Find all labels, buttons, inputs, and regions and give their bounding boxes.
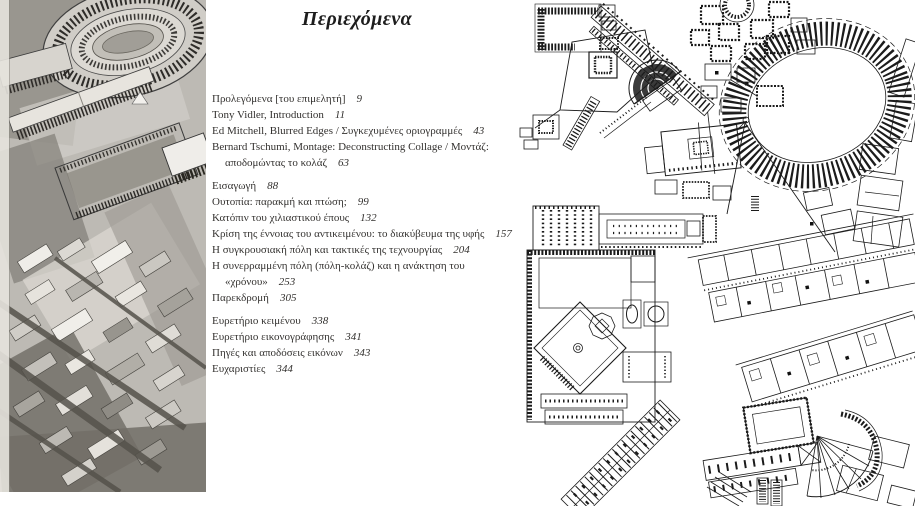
- page-title: Περιεχόμενα: [301, 8, 413, 30]
- toc-entry-page: 132: [360, 212, 377, 224]
- toc-entry-label-cont: «χρόνου»: [225, 276, 268, 288]
- toc-entry-page: 204: [453, 244, 470, 256]
- toc-entry-page: 63: [338, 157, 350, 169]
- toc-entry-page: 9: [356, 93, 363, 105]
- toc-entry-label: Bernard Tschumi, Montage: Deconstructing Collage / Μοντάζ:: [212, 141, 489, 153]
- toc-entry: [212, 139, 528, 171]
- toc-entry-label: Η συγκρουσιακή πόλη και τακτικές της τεχνουργίας: [212, 244, 443, 256]
- table-of-contents: [212, 0, 528, 384]
- toc-group-chapters: [212, 178, 528, 306]
- toc-entry: [212, 345, 528, 361]
- toc-entry-label: Κρίση της έννοιας του αντικειμένου: το διακύβευμα της υφής: [212, 228, 485, 240]
- ancient-rome-model-photo: [0, 0, 206, 492]
- toc-entry-page: 88: [267, 180, 279, 192]
- toc-group-essays: [212, 91, 528, 171]
- toc-entry-page: 338: [311, 315, 329, 327]
- toc-entry: [212, 226, 528, 242]
- diagonal-cell-strip: [561, 400, 680, 506]
- toc-group-back-matter: [212, 313, 528, 377]
- toc-entry-page: 343: [353, 347, 371, 359]
- toc-entry-label: Ευρετήριο εικονογράφησης: [212, 331, 335, 343]
- toc-entry-label: Πηγές και αποδόσεις εικόνων: [212, 347, 343, 359]
- toc-entry-page: 341: [345, 331, 362, 343]
- toc-entry-label: Εισαγωγή: [212, 180, 257, 192]
- cloister-building: [535, 4, 618, 52]
- toc-entry: [212, 290, 528, 306]
- toc-entry-page: 99: [357, 196, 369, 208]
- campo-marzio-plan-svg: [505, 0, 915, 506]
- toc-entry-page: 344: [276, 363, 293, 375]
- toc-entry: [212, 329, 528, 345]
- toc-entry: [212, 361, 528, 377]
- bath-complex-plan: [696, 397, 915, 506]
- hypostyle-temple-complex: [533, 206, 716, 250]
- toc-entry-page: 253: [278, 276, 296, 288]
- toc-entry-label: Ευρετήριο κειμένου: [212, 315, 301, 327]
- campo-marzio-plan: [505, 0, 915, 506]
- toc-entry: [212, 258, 528, 290]
- toc-entry-label: Ευχαριστίες: [212, 363, 266, 375]
- toc-entry-page: 11: [334, 109, 346, 121]
- toc-entry-label: Κατόπιν του χιλιαστικού έπους: [212, 212, 350, 224]
- toc-entry-page: 43: [473, 125, 485, 137]
- toc-entry-label: Η συνερραμμένη πόλη (πόλη-κολάζ) και η ανάκτηση του: [212, 260, 465, 272]
- toc-entry: [212, 178, 528, 194]
- toc-entry: [212, 313, 528, 329]
- round-temple-plan: [691, 0, 815, 61]
- toc-entry-page: 157: [495, 228, 512, 240]
- toc-entry: [212, 107, 528, 123]
- stadium-oval-plan: [697, 0, 915, 216]
- toc-entry-label: Προλεγόμενα [του επιμελητή]: [212, 93, 346, 105]
- toc-entry-label: Ed Mitchell, Blurred Edges / Συγκεχυμένες οριογραμμές: [212, 125, 463, 137]
- insula-band-lower: [736, 311, 915, 408]
- toc-entry: [212, 123, 528, 139]
- toc-entry-page: 305: [279, 292, 297, 304]
- toc-entry: [212, 210, 528, 226]
- ancient-rome-model-photo-svg: [0, 0, 206, 492]
- diamond-court-complex: [527, 250, 671, 424]
- toc-entry-label: Tony Vidler, Introduction: [212, 109, 324, 121]
- toc-entry: [212, 194, 528, 210]
- page-gutter: [0, 0, 9, 492]
- insula-band-upper: [688, 214, 915, 325]
- toc-entry: [212, 242, 528, 258]
- toc-entry-label: Ουτοπία: παρακμή και πτώση;: [212, 196, 347, 208]
- temple-precinct-plan: [643, 117, 835, 252]
- toc-entry-label-cont: αποδομώντας το κολάζ: [225, 157, 328, 169]
- colonnade-strips: [520, 97, 651, 150]
- toc-entry-label: Παρεκδρομή: [212, 292, 269, 304]
- toc-entry: [212, 91, 528, 107]
